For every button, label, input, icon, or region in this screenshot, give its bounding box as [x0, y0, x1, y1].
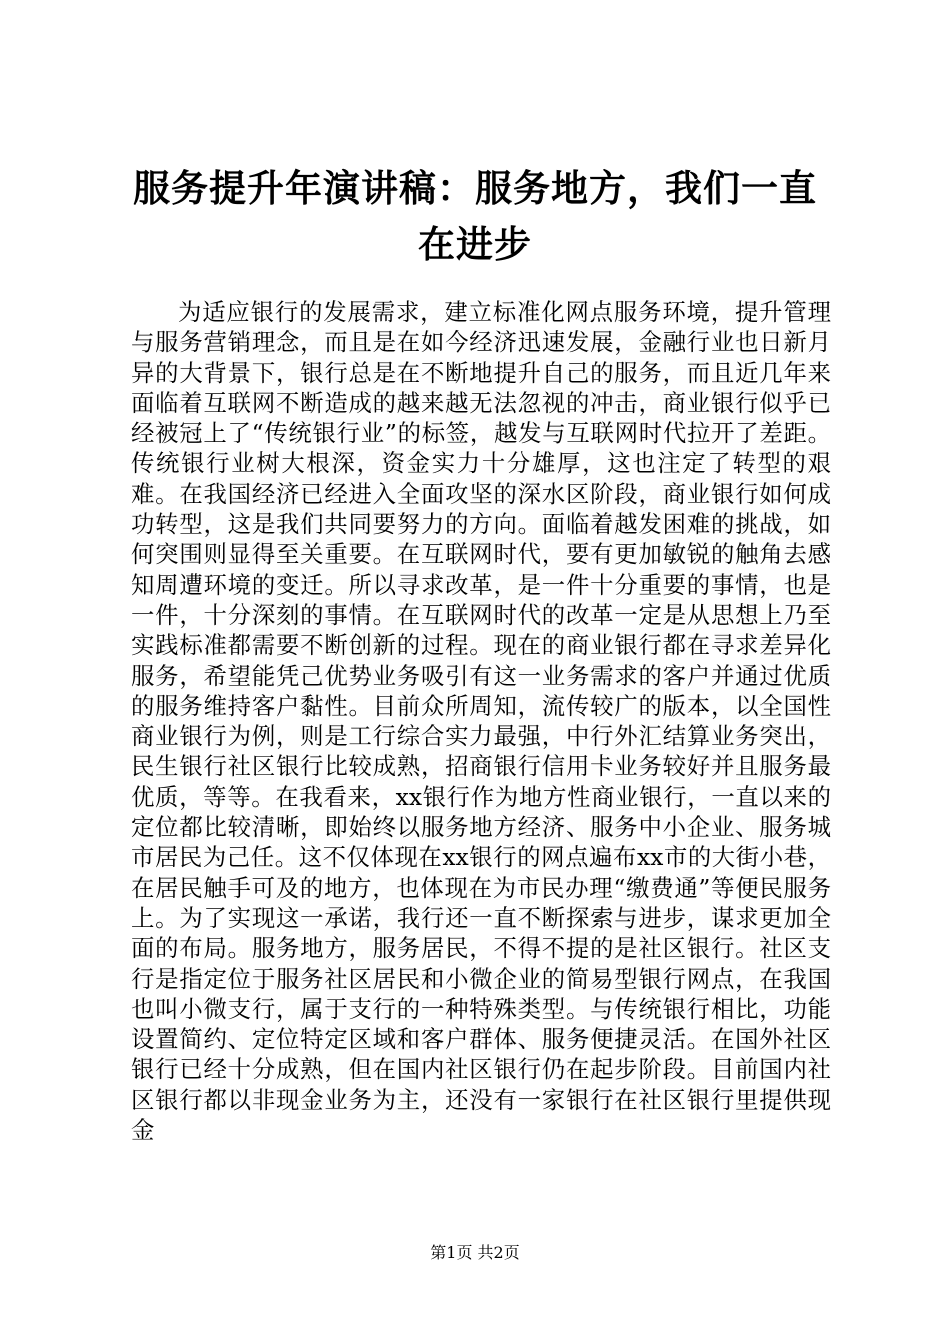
page-footer	[0, 1242, 950, 1264]
body-paragraph: 为适应银行的发展需求，建立标准化网点服务环境，提升管理与服务营销理念，而且是在如今经济迅速发展，金融行业也日新月异的大背景下，银行总是在不断地提升自己的服务，而且近几年来面临着互联网不断造成的越来越无法忽视的冲击，商业银行似乎已经被冠上了“传统银行业”的标签，越发与互联网时代拉开了差距。传统银行业树大根深，资金实力十分雄厚，这也注定了转型的艰难。在我国经济已经进入全面攻坚的深水区阶段，商业银行如何成功转型，这是我们共同要努力的方向。面临着越发困难的挑战，如何突围则显得至关重要。在互联网时代，要有更加敏锐的触角去感知周遭环境的变迁。所以寻求改革，是一件十分重要的事情，也是一件，十分深刻的事情。在互联网时代的改革一定是从思想上乃至实践标准都需要不断创新的过程。现在的商业银行都在寻求差异化服务，希望能凭己优势业务吸引有这一业务需求的客户并通过优质的服务维持客户黏性。目前众所周知，流传较广的版本，以全国性商业银行为例，则是工行综合实力最强，中行外汇结算业务突出，民生银行社区银行比较成熟，招商银行信用卡业务较好并且服务最优质，等等。在我看来，xx银行作为地方性商业银行，一直以来的定位都比较清晰，即始终以服务地方经济、服务中小企业、服务城市居民为己任。这不仅体现在xx银行的网点遍布xx市的大街小巷，在居民触手可及的地方，也体现在为市民办理“缴费通”等便民服务上。为了实现这一承诺，我行还一直不断探索与进步，谋求更加全面的布局。服务地方，服务居民，不得不提的是社区银行。社区支行是指定位于服务社区居民和小微企业的简易型银行网点，在我国也叫小微支行，属于支行的一种特殊类型。与传统银行相比，功能设置简约、定位特定区域和客户群体、服务便捷灵活。在国外社区银行已经十分成熟，但在国内社区银行仍在起步阶段。目前国内社区银行都以非现金业务为主，还没有一家银行在社区银行里提供现金	[131, 298, 831, 1145]
document-title: 服务提升年演讲稿：服务地方，我们一直在进步	[133, 166, 817, 266]
page-number: 第1页	[430, 1243, 473, 1262]
page-total: 共2页	[477, 1243, 520, 1262]
